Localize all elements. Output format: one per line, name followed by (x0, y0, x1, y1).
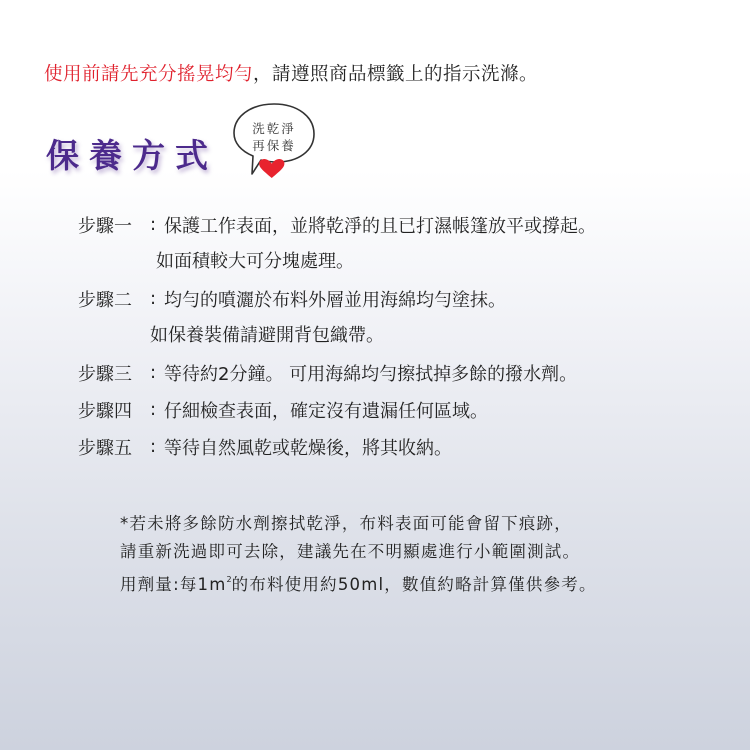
step-2-continuation: 如保養裝備請避開背包織帶。 (150, 325, 384, 346)
bubble-line-2: 再保養 (252, 138, 296, 153)
step-2: 步驟二 : 均勻的噴灑於布料外層並用海綿均勻塗抹。 (78, 280, 728, 317)
shake-warning-text: 使用前請先充分搖晃均勻 (44, 64, 254, 85)
dosage-suffix: 的布料使用約50ml，數值約略計算僅供參考。 (231, 575, 597, 594)
square-superscript: 2 (226, 575, 232, 584)
steps-list (78, 206, 728, 465)
step-1: 步驟一 : 保護工作表面，並將乾淨的且已打濕帳篷放平或撐起。 (78, 206, 728, 243)
step-1-continuation: 如面積較大可分塊處理。 (156, 251, 354, 272)
footnote-line-3 (120, 566, 597, 594)
step-text: 等待約2分鐘。 可用海綿均勻擦拭掉多餘的撥水劑。 (164, 363, 578, 385)
footnote-line-1: *若未將多餘防水劑擦拭乾淨，布料表面可能會留下痕跡， (120, 514, 572, 533)
label-instruction-text: ，請遵照商品標籤上的指示洗滌。 (253, 64, 539, 85)
step-label: 步驟二 (78, 289, 132, 311)
step-label: 步驟一 (78, 215, 132, 237)
step-text: 等待自然風乾或乾燥後，將其收納。 (164, 437, 452, 459)
step-text: 仔細檢查表面，確定沒有遺漏任何區域。 (164, 400, 488, 422)
step-4: 步驟四 : 仔細檢查表面，確定沒有遺漏任何區域。 (78, 391, 728, 428)
step-label: 步驟四 (78, 400, 132, 422)
bubble-line-1: 洗乾淨 (252, 121, 296, 136)
step-label: 步驟三 (78, 363, 132, 385)
footnote-line-2: 請重新洗過即可去除，建議先在不明顯處進行小範圍測試。 (120, 542, 581, 561)
section-heading: 保養方式 (46, 136, 218, 175)
step-3: 步驟三 : 等待約2分鐘。 可用海綿均勻擦拭掉多餘的撥水劑。 (78, 354, 728, 391)
step-label: 步驟五 (78, 437, 132, 459)
speech-bubble (230, 100, 320, 180)
step-text: 均勻的噴灑於布料外層並用海綿均勻塗抹。 (164, 289, 506, 311)
step-text: 保護工作表面，並將乾淨的且已打濕帳篷放平或撐起。 (164, 215, 596, 237)
dosage-prefix: 用劑量:每1m (120, 575, 227, 594)
usage-instruction (44, 60, 538, 86)
footnote (120, 510, 597, 594)
step-5: 步驟五 : 等待自然風乾或乾燥後，將其收納。 (78, 428, 728, 465)
